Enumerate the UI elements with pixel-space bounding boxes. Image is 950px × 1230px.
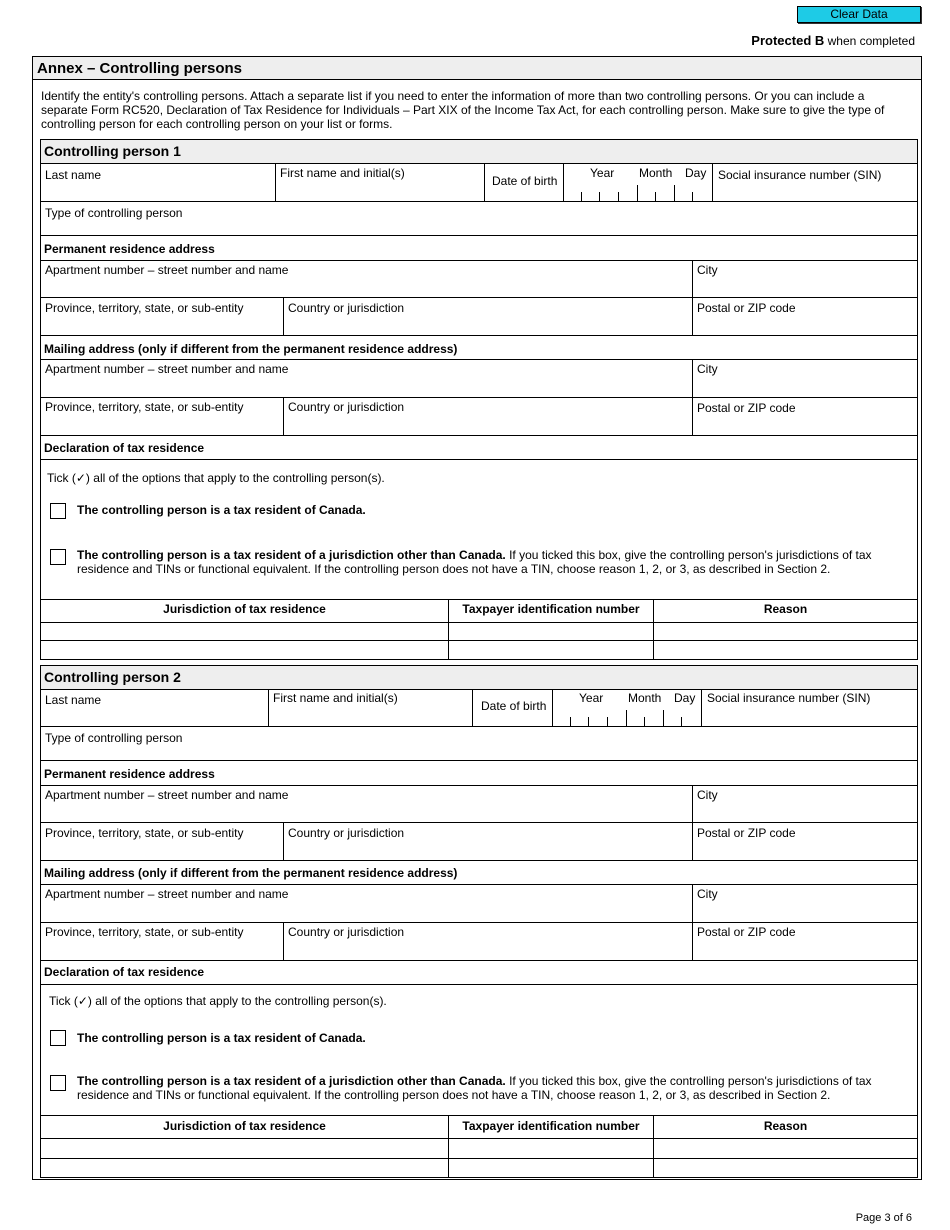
reason-cell[interactable] bbox=[654, 641, 917, 659]
date-of-birth-field[interactable] bbox=[553, 707, 700, 726]
day-label: Day bbox=[674, 691, 696, 705]
street-field[interactable] bbox=[41, 804, 691, 821]
province-label: Province, territory, state, or sub-entity bbox=[45, 826, 244, 840]
mailing-postal-label: Postal or ZIP code bbox=[697, 925, 796, 939]
col-reason-header: Reason bbox=[763, 602, 808, 616]
last-name-field[interactable] bbox=[41, 184, 274, 200]
day-label: Day bbox=[685, 166, 707, 180]
mailing-province-field[interactable] bbox=[41, 941, 282, 959]
last-name-field[interactable] bbox=[41, 709, 267, 725]
mailing-street-field[interactable] bbox=[41, 378, 691, 396]
permanent-address-heading: Permanent residence address bbox=[44, 242, 215, 256]
permanent-address-heading: Permanent residence address bbox=[44, 767, 215, 781]
col-tin-header: Taxpayer identification number bbox=[462, 602, 640, 616]
province-label: Province, territory, state, or sub-entity bbox=[45, 301, 244, 315]
sin-field[interactable] bbox=[713, 184, 917, 200]
jurisdiction-cell[interactable] bbox=[41, 1139, 448, 1158]
mailing-street-label: Apartment number – street number and name bbox=[45, 887, 289, 901]
mailing-country-field[interactable] bbox=[284, 416, 691, 434]
tax-resident-other-checkbox[interactable] bbox=[50, 1075, 66, 1091]
annex-title: Annex – Controlling persons bbox=[32, 56, 922, 80]
mailing-postal-label: Postal or ZIP code bbox=[697, 401, 796, 415]
city-field[interactable] bbox=[693, 279, 917, 296]
city-label: City bbox=[697, 788, 718, 802]
city-label: City bbox=[697, 263, 718, 277]
mailing-province-field[interactable] bbox=[41, 416, 282, 434]
province-field[interactable] bbox=[41, 842, 282, 859]
mailing-street-field[interactable] bbox=[41, 903, 691, 921]
country-field[interactable] bbox=[284, 317, 691, 334]
country-label: Country or jurisdiction bbox=[288, 826, 405, 840]
mailing-country-field[interactable] bbox=[284, 941, 691, 959]
tax-resident-canada-checkbox[interactable] bbox=[50, 503, 66, 519]
mailing-city-label: City bbox=[697, 362, 718, 376]
type-label: Type of controlling person bbox=[45, 731, 183, 745]
month-label: Month bbox=[639, 166, 673, 180]
last-name-label: Last name bbox=[45, 168, 102, 182]
sin-label: Social insurance number (SIN) bbox=[707, 691, 871, 705]
jurisdiction-cell[interactable] bbox=[41, 623, 448, 640]
mailing-country-label: Country or jurisdiction bbox=[288, 400, 405, 414]
jurisdiction-cell[interactable] bbox=[41, 641, 448, 659]
declaration-heading: Declaration of tax residence bbox=[44, 441, 205, 455]
sin-label: Social insurance number (SIN) bbox=[718, 168, 882, 182]
year-label: Year bbox=[590, 166, 615, 180]
annex-intro: Identify the entity's controlling persons. Attach a separate list if you need to enter the information of more than two controlling persons. Or you can include a separate Form RC520, Declaration of Tax Residence for Individuals – Part XIX of the Income Tax Act, for each controlling person. Make sure to give the type of controlling person for each controlling person on your list or forms. bbox=[41, 89, 885, 131]
postal-field[interactable] bbox=[693, 317, 917, 334]
country-field[interactable] bbox=[284, 842, 691, 859]
mailing-country-label: Country or jurisdiction bbox=[288, 925, 405, 939]
tax-resident-other-label: The controlling person is a tax resident of a jurisdiction other than Canada. If you ticked this box, give the controlling person's jurisdictions of tax residence and TINs or functional equivalent. If the controlling person does not have a TIN, choose reason 1, 2, or 3, as described in Section 2. bbox=[77, 1074, 872, 1102]
tax-resident-canada-label: The controlling person is a tax resident of Canada. bbox=[77, 1031, 366, 1045]
sin-field[interactable] bbox=[702, 709, 917, 725]
postal-label: Postal or ZIP code bbox=[697, 826, 796, 840]
col-jurisdiction-header: Jurisdiction of tax residence bbox=[163, 1119, 326, 1133]
reason-cell[interactable] bbox=[654, 1139, 917, 1158]
first-name-label: First name and initial(s) bbox=[273, 691, 398, 705]
type-label: Type of controlling person bbox=[45, 206, 183, 220]
tick-instruction: Tick (✓) all of the options that apply to the controlling person(s). bbox=[49, 994, 387, 1008]
mailing-address-heading: Mailing address (only if different from the permanent residence address) bbox=[44, 342, 458, 356]
first-name-field[interactable] bbox=[269, 707, 471, 725]
month-label: Month bbox=[628, 691, 662, 705]
col-reason-header: Reason bbox=[763, 1119, 808, 1133]
mailing-city-field[interactable] bbox=[693, 378, 917, 396]
date-of-birth-field[interactable] bbox=[564, 182, 711, 201]
tax-resident-other-label: The controlling person is a tax resident of a jurisdiction other than Canada. If you ticked this box, give the controlling person's jurisdictions of tax residence and TINs or functional equivalent. If the controlling person does not have a TIN, choose reason 1, 2, or 3, as described in Section 2. bbox=[77, 548, 872, 576]
postal-label: Postal or ZIP code bbox=[697, 301, 796, 315]
date-of-birth-label: Date of birth bbox=[481, 699, 547, 713]
tin-cell[interactable] bbox=[449, 641, 653, 659]
tin-cell[interactable] bbox=[449, 1139, 653, 1158]
protected-notice: Protected B when completed bbox=[751, 33, 915, 48]
mailing-province-label: Province, territory, state, or sub-entity bbox=[45, 925, 244, 939]
controlling-person-heading: Controlling person 1 bbox=[40, 139, 918, 164]
col-jurisdiction-header: Jurisdiction of tax residence bbox=[163, 602, 326, 616]
mailing-province-label: Province, territory, state, or sub-entity bbox=[45, 400, 244, 414]
country-label: Country or jurisdiction bbox=[288, 301, 405, 315]
reason-cell[interactable] bbox=[654, 1159, 917, 1177]
date-of-birth-label: Date of birth bbox=[492, 174, 558, 188]
jurisdiction-cell[interactable] bbox=[41, 1159, 448, 1177]
mailing-address-heading: Mailing address (only if different from the permanent residence address) bbox=[44, 866, 458, 880]
street-field[interactable] bbox=[41, 279, 691, 296]
col-tin-header: Taxpayer identification number bbox=[462, 1119, 640, 1133]
page-number: Page 3 of 6 bbox=[855, 1212, 912, 1224]
type-field[interactable] bbox=[41, 745, 917, 759]
year-label: Year bbox=[579, 691, 604, 705]
tax-resident-canada-label: The controlling person is a tax resident of Canada. bbox=[77, 503, 366, 517]
mailing-postal-field[interactable] bbox=[693, 941, 917, 959]
clear-data-button[interactable]: Clear Data bbox=[797, 6, 921, 23]
reason-cell[interactable] bbox=[654, 623, 917, 640]
declaration-heading: Declaration of tax residence bbox=[44, 965, 205, 979]
city-field[interactable] bbox=[693, 804, 917, 821]
mailing-street-label: Apartment number – street number and name bbox=[45, 362, 289, 376]
street-label: Apartment number – street number and name bbox=[45, 788, 289, 802]
tick-instruction: Tick (✓) all of the options that apply to the controlling person(s). bbox=[47, 471, 385, 485]
tin-cell[interactable] bbox=[449, 623, 653, 640]
mailing-postal-field[interactable] bbox=[693, 416, 917, 434]
postal-field[interactable] bbox=[693, 842, 917, 859]
first-name-label: First name and initial(s) bbox=[280, 166, 405, 180]
tax-resident-canada-checkbox[interactable] bbox=[50, 1030, 66, 1046]
type-field[interactable] bbox=[41, 220, 917, 234]
tin-cell[interactable] bbox=[449, 1159, 653, 1177]
last-name-label: Last name bbox=[45, 693, 102, 707]
mailing-city-label: City bbox=[697, 887, 718, 901]
controlling-person-heading: Controlling person 2 bbox=[40, 665, 918, 690]
first-name-field[interactable] bbox=[276, 182, 483, 200]
tax-resident-other-checkbox[interactable] bbox=[50, 549, 66, 565]
street-label: Apartment number – street number and name bbox=[45, 263, 289, 277]
mailing-city-field[interactable] bbox=[693, 903, 917, 921]
province-field[interactable] bbox=[41, 317, 282, 334]
